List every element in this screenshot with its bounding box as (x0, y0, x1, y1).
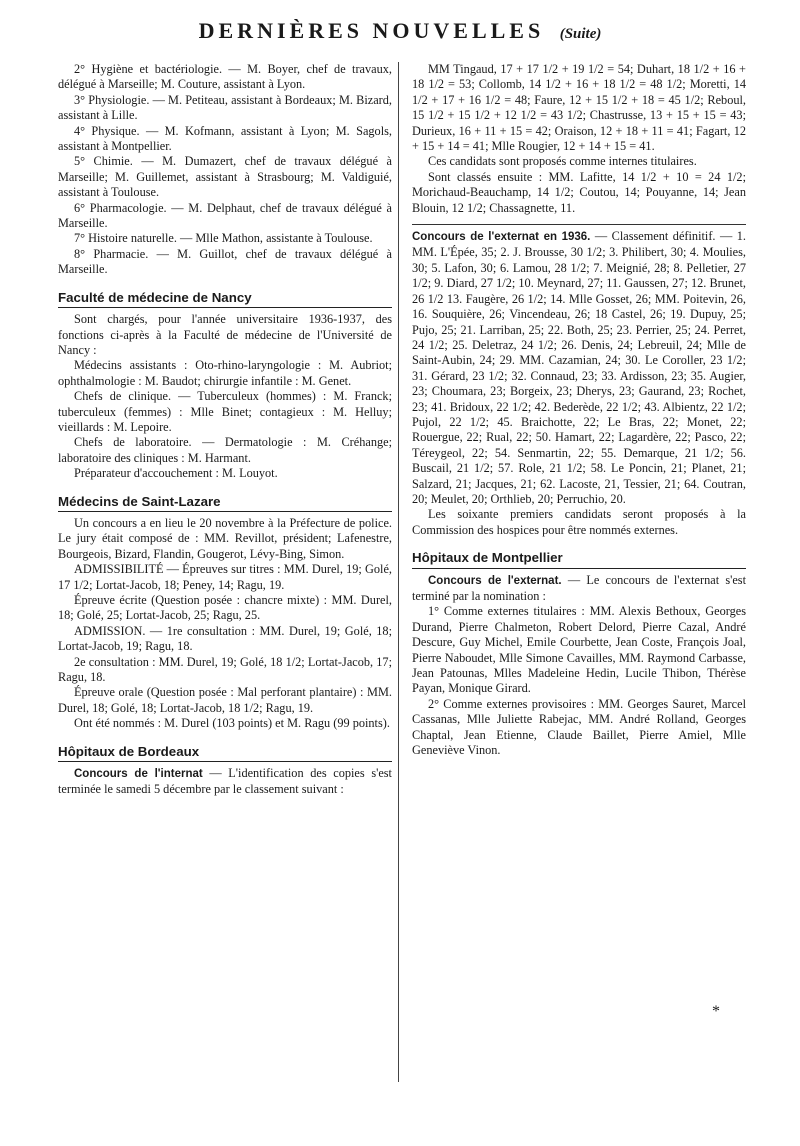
nancy-paragraph: Préparateur d'accouchement : M. Louyot. (74, 466, 278, 481)
intro-paragraph: 3° Physiologie. — M. Petiteau, assistant à Bordeaux; M. Bizard, assistant à Lille. (58, 92, 392, 123)
page-header (0, 18, 800, 44)
montpellier-intro (412, 573, 746, 605)
nancy-paragraph: Médecins assistants : Oto-rhino-laryngologie : M. Aubriot; ophthalmologie : M. Baudot; chirurgie infantile : M. Genet. (58, 358, 392, 388)
header-title: DERNIÈRES NOUVELLES (198, 18, 545, 43)
bordeaux-results: MM Tingaud, 17 + 17 1/2 + 19 1/2 = 54; Duhart, 18 1/2 + 16 + 18 1/2 = 53; Collomb, 14 1/2 + 16 + 18 1/2 = 48 1/2; Moretti, 14 1/2 + 17 + 16 1/2 = 48; Faure, 12 + 15 1/2 + 18 = 45 1/2; Reboul, 15 1/2 + 15 1/2 + 12 1/2 = 43 1/2; Chastrusse, 13 + 15 + 15 = 43; Durieux, 16 + 11 + 15 = 42; Oraison, 12 + 18 + 11 = 41; Fagart, 12 + 15 + 14 = 41; Mlle Rougier, 12 + 14 + 15 = 41. (412, 62, 746, 154)
montpellier-intro-text: — Le concours de l'externat s'est terminé par la nomination : (412, 572, 746, 603)
lazare-paragraph: 2e consultation : MM. Durel, 19; Golé, 18 1/2; Lortat-Jacob, 17; Ragu, 18. (58, 654, 392, 685)
lazare-paragraph: ADMISSIBILITÉ — Épreuves sur titres : MM. Durel, 19; Golé, 17 1/2; Lortat-Jacob, 18; Peney, 14; Ragu, 19. (58, 562, 392, 592)
lazare-paragraph: ADMISSION. — 1re consultation : MM. Durel, 19; Golé, 18; Lortat-Jacob, 19; Ragu, 18. (58, 623, 392, 654)
bordeaux-intro-text: — L'identification des copies s'est terminée le samedi 5 décembre par le classement suivant : (58, 766, 392, 797)
bordeaux-followup: Sont classés ensuite : MM. Lafitte, 14 1/2 + 10 = 24 1/2; Morichaud-Beauchamp, 14 1/2; Coutou, 14; Pouyanne, 14; Jean Blouin, 12 1/2; Chassagnette, 11. (412, 169, 746, 215)
left-column (58, 62, 392, 798)
section-heading-montpellier: Hôpitaux de Montpellier (412, 550, 746, 568)
nancy-paragraph: Chefs de clinique. — Tuberculeux (hommes) : M. Franck; tuberculeux (femmes) : Mlle Binet; contagieux : M. Helluy; vieillards : M. Lepoire. (58, 389, 392, 434)
right-column (412, 62, 746, 758)
section-heading-nancy: Faculté de médecine de Nancy (58, 290, 392, 308)
nancy-paragraph: Sont chargés, pour l'année universitaire 1936-1937, des fonctions ci-après à la Faculté de médecine de l'Université de Nancy : (58, 312, 392, 357)
lazare-paragraph: Ont été nommés : M. Durel (103 points) et M. Ragu (99 points). (74, 716, 390, 731)
intro-paragraph: 7° Histoire naturelle. — Mlle Mathon, assistante à Toulouse. (74, 231, 373, 246)
intro-paragraph: 8° Pharmacie. — M. Guillot, chef de travaux délégué à Marseille. (58, 246, 392, 277)
column-divider (398, 62, 399, 1082)
intro-paragraph: 5° Chimie. — M. Dumazert, chef de travaux délégué à Marseille; M. Guillemet, assistant à Strasbourg; M. Valdiguié, assistant à Toulouse. (58, 154, 392, 200)
montpellier-paragraph: 2° Comme externes provisoires : MM. Georges Sauret, Marcel Cassanas, Mlle Juliette Rabejac, MM. André Rolland, Georges Chaptal, Jean Etienne, Claude Baillet, Pierre Amiel, Mlle Geneviève Vinon. (412, 696, 746, 758)
end-ornament: * (712, 1003, 720, 1020)
externat-subheading: Concours de l'externat en 1936. (412, 231, 591, 244)
header-suite: (Suite) (559, 26, 602, 42)
montpellier-subheading: Concours de l'externat. (428, 574, 562, 587)
externat-note: Les soixante premiers candidats seront proposés à la Commission des hospices pour être nommés externes. (412, 507, 746, 537)
section-heading-bordeaux: Hôpitaux de Bordeaux (58, 744, 392, 762)
intro-paragraph: 6° Pharmacologie. — M. Delphaut, chef de travaux délégué à Marseille. (58, 200, 392, 231)
intro-paragraph: 2° Hygiène et bactériologie. — M. Boyer, chef de travaux, délégué à Marseille; M. Couture, assistant à Lyon. (58, 62, 392, 92)
lazare-paragraph: Épreuve écrite (Question posée : chancre mixte) : MM. Durel, 18; Golé, 25; Lortat-Jacob, 25; Ragu, 25. (58, 593, 392, 623)
montpellier-paragraph: 1° Comme externes titulaires : MM. Alexis Bethoux, Georges Durand, Pierre Chalmeton, Robert Delord, Pierre Cazal, André Descure, Guy Michel, Emile Courbette, Jean Coste, François Joal, Pierre Naboudet, Mlle Simone Cavailles, MM. Raymond Carbasse, Jean Patounas, Mlles Madeleine Hedin, Lucile Thibon, Thérèse Payan, Monique Girard. (412, 604, 746, 696)
bordeaux-subheading: Concours de l'internat (74, 768, 203, 781)
intro-paragraph: 4° Physique. — M. Kofmann, assistant à Lyon; M. Sagols, assistant à Montpellier. (58, 123, 392, 154)
externat-paragraph (412, 229, 746, 507)
bordeaux-note: Ces candidats sont proposés comme internes titulaires. (428, 154, 697, 169)
nancy-paragraph: Chefs de laboratoire. — Dermatologie : M. Créhange; laboratoire des cliniques : M. Harmant. (58, 435, 392, 465)
lazare-paragraph: Épreuve orale (Question posée : Mal perforant plantaire) : MM. Durel, 18; Golé, 18; Lortat-Jacob, 18 1/2; Ragu, 19. (58, 685, 392, 715)
section-heading-saint-lazare: Médecins de Saint-Lazare (58, 494, 392, 512)
separator-line (412, 224, 746, 225)
externat-ranking: — Classement définitif. — 1. MM. L'Épée, 35; 2. J. Brousse, 30 1/2; 3. Philibert, 30; 4. Moulies, 30; 5. Lafon, 30; 6. Lamou, 28 1/2; 7. Meignié, 28; 8. Pelletier, 27 1/2; 9. Diard, 27 1/2; 10. Meynard, 27; 11. Gaussen, 27; 12. Brunet, 26 1/2 13. Faugère, 26 1/2; 14. Mlle Gosset, 26; MM. Poitevin, 26, 16. Souquière, 26; Vincendeau, 26; 18 Castel, 26; 19. Dupuy, 25; Pujo, 25; 21. Larriban, 25; 22. Both, 25; 23. Perrier, 25; 24. Perret, 24 1/2; 25. Deletraz, 24 1/2; 26. Denis, 24; Lebreuil, 24; Mlle de Saint-Aubin, 24; 29. MM. Cazamian, 24; 30. Le Coroller, 23 1/2; 31. Gérard, 23 1/2; 32. Connaud, 23; 33. Ardisson, 23; 35. Augier, 23; Choumara, 23; Borgeix, 23; Dherys, 23; Gaurand, 23; Rochet, 23; 41. Bridoux, 22 1/2; 42. Bederède, 22 1/2; 43. Albientz, 22 1/2; Pujol, 22 1/2; 45. Braichotte, 22; Le Bras, 22; Monet, 22; Rouergue, 22; Rual, 22; 50. Hamart, 22; Lagardère, 22; Pasco, 22; Téreygeol, 22; 54. Senmartin, 22; 55. Demarque, 21 1/2; 56. Buscail, 21 1/2; 57. Role, 21 1/2; 58. Le Poncin, 21; Planet, 21; Salzard, 21; Jacques, 21; 62. Lacoste, 21, Tessier, 21; 64. Coutran, 20; Meulet, 20; Orthlieb, 20; Perruchio, 20. (412, 229, 746, 506)
bordeaux-intro (58, 766, 392, 798)
lazare-paragraph: Un concours a en lieu le 20 novembre à la Préfecture de police. Le jury était composé de : MM. Revillot, président; Lafenestre, Bourgeois, Bizard, Flandin, Gougerot, Lévy-Bing, Simon. (58, 515, 392, 561)
